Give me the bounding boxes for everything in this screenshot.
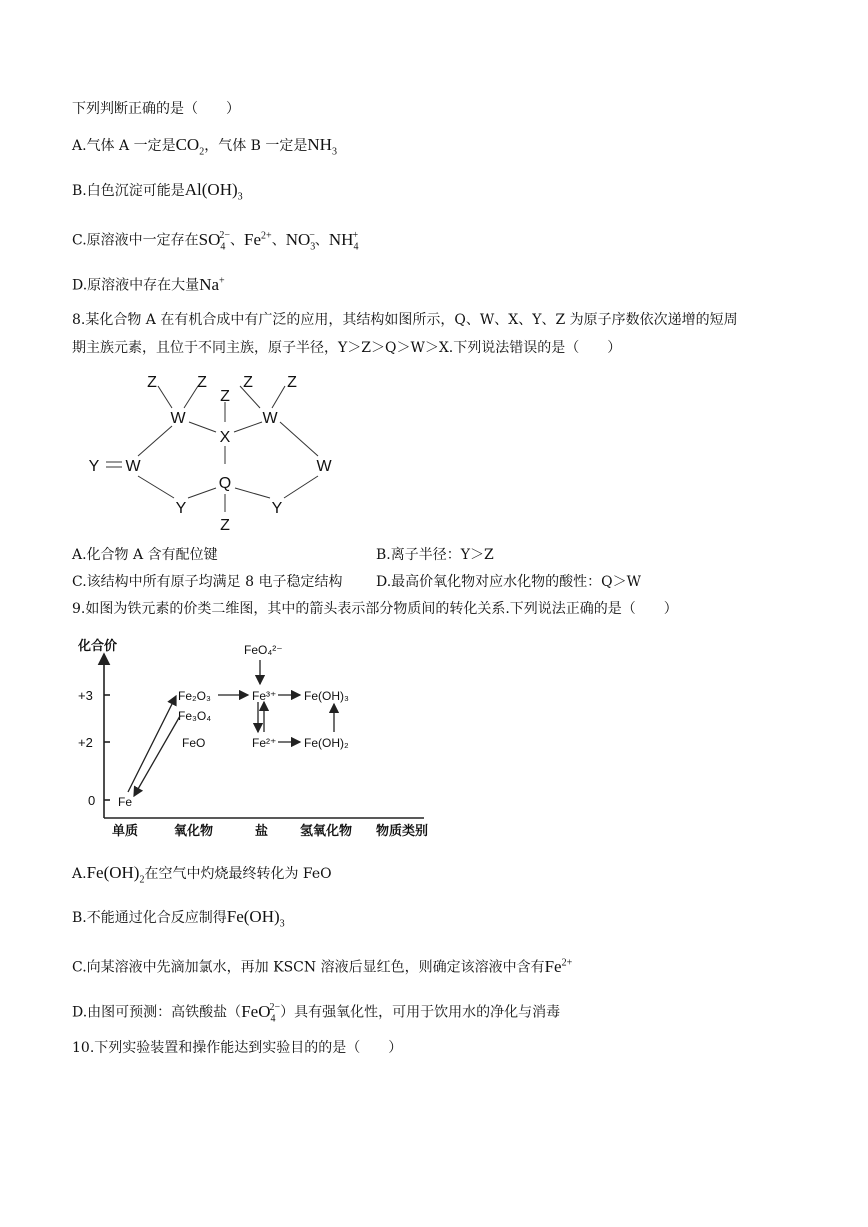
x-cat-salt: 盐 [255,823,269,838]
sulfate-ion: $SO_4^{2-}$ [198,229,231,253]
q8-structure-figure [80,370,360,538]
co2-formula: $CO_2$ [175,135,205,158]
species-fe3o4: Fe₃O₄ [178,709,212,723]
q8-structure-svg [80,370,360,538]
q8-option-d: D.最高价氧化物对应水化物的酸性：Q＞W [376,574,642,590]
q7-option-d-text: D.原溶液中存在大量 [72,277,200,294]
q9-option-a-prefix: A. [72,866,87,882]
ferrate-formula: FeO$_4^{2-}$ [241,1001,281,1025]
arrow-fe-to-fe2o3 [128,696,176,792]
atom-w-left: W [170,410,186,427]
q7-option-b [72,180,243,207]
y-tick-plus3: +3 [78,688,93,703]
q7-option-a-prefix: A.气体 A 一定是 [72,138,176,154]
q9-option-a-suffix: 在空气中灼烧最终转化为 FeO [144,866,332,882]
species-fe2o3: Fe₂O₃ [178,689,211,703]
atom-z-top: Z [220,388,230,405]
q7-option-b-text: B.白色沉淀可能是 [72,183,185,199]
iron-valence-chart-svg [72,630,452,840]
atom-w-right: W [262,410,278,427]
atom-y-double: Y [88,458,100,475]
q9-option-b-text: B.不能通过化合反应制得 [72,910,227,926]
q10-stem: 10.下列实验装置和操作能达到实验目的的是（ ） [72,1040,403,1056]
feoh2-formula: $Fe(OH)_2$ [86,863,145,886]
arrow-fe3o4-to-fe [134,716,180,796]
atom-q-center: Q [218,475,232,492]
q9-option-c [72,953,572,978]
species-fe3-ion: Fe³⁺ [252,689,277,703]
q9-option-c-text: C.向某溶液中先滴加氯水，再加 KSCN 溶液后显红色，则确定该溶液中含有 [72,959,545,976]
atom-w-ring-right: W [316,458,332,475]
species-feoh3: Fe(OH)₃ [304,689,349,703]
q7-option-a-mid: ，气体 B 一定是 [204,138,308,154]
sodium-ion: Na+ [199,274,225,294]
aloh3-formula: $Al(OH)_3$ [184,180,243,203]
atom-z-1: Z [147,374,157,391]
x-cat-hydroxide: 氢氧化物 [300,823,353,838]
y-tick-plus2: +2 [78,735,93,750]
q7-option-d [72,271,225,296]
atom-z-4: Z [287,374,297,391]
ammonium-ion: $NH_4^+$ [328,229,359,253]
y-tick-0: 0 [88,793,96,808]
x-axis-title: 物质类别 [376,823,429,838]
atom-x-center: X [219,429,231,446]
q8-option-a: A.化合物 A 含有配位键 [72,547,218,563]
q7-option-c-text: C.原溶液中一定存在 [72,232,199,249]
atom-z-3: Z [243,374,253,391]
atom-y-bottom-right: Y [271,500,283,517]
species-feoh2: Fe(OH)₂ [304,736,349,750]
atom-z-2: Z [197,374,207,391]
x-cat-oxide: 氧化物 [174,823,214,838]
q8-option-b: B.离子半径：Y＞Z [376,547,494,563]
atom-w-ring-left: W [125,458,141,475]
species-fe2-ion: Fe²⁺ [252,736,277,750]
iron-valence-chart [72,630,452,840]
q8-stem-line1: 8.某化合物 A 在有机合成中有广泛的应用，其结构如图所示，Q、W、X、Y、Z 为原子序数依次递增的短周 [72,312,738,328]
species-ferrate: FeO₄²⁻ [244,643,283,657]
q9-option-d-prefix: D.由图可预测：高铁酸盐（ [72,1004,242,1021]
atom-z-bottom: Z [220,517,230,534]
y-axis-title: 化合价 [78,638,118,653]
feoh3-formula: $Fe(OH)_3$ [226,907,285,930]
q7-stem: 下列判断正确的是（ ） [72,101,240,117]
q7-option-c: C.原溶液中一定存在$SO_4^{2-}$、$Fe^{2+}$、$NO_3^-$、$NH_4^+$ [72,229,359,253]
fe2-ion-formula: $Fe^{2+}$ [544,956,573,976]
q8-stem-line2: 期主族元素，且位于不同主族，原子半径，Y＞Z＞Q＞W＞X.下列说法错误的是（ ） [72,340,622,356]
species-feo: FeO [182,736,206,750]
species-fe: Fe [118,795,133,809]
q8-option-c: C.该结构中所有原子均满足 8 电子稳定结构 [72,574,343,590]
q9-option-d [72,998,560,1029]
atom-y-bottom-left: Y [175,500,187,517]
q7-option-a [72,135,337,162]
q9-option-b [72,907,285,934]
x-cat-element: 单质 [112,823,139,838]
q9-option-a [72,863,332,890]
q9-stem: 9.如图为铁元素的价类二维图，其中的箭头表示部分物质间的转化关系.下列说法正确的是（ ） [72,601,678,617]
q9-option-d-suffix: ）具有强氧化性，可用于饮用水的净化与消毒 [280,1004,561,1021]
nh3-formula: $NH_3$ [307,135,337,158]
ferrous-ion: $Fe^{2+}$ [244,229,272,249]
nitrate-ion: $NO_3^-$ [285,229,316,253]
